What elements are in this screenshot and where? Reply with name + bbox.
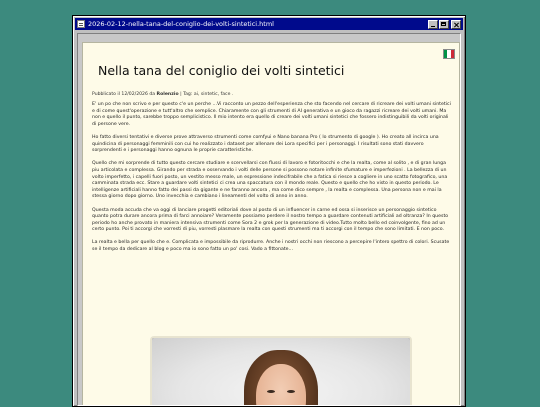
post-content: [92, 102, 454, 260]
post-title: Nella tana del coniglio dei volti sintetici: [98, 63, 345, 78]
post-meta: [92, 92, 233, 97]
close-button[interactable]: [451, 20, 461, 29]
window-title: 2026-02-12-nella-tana-del-coniglio-dei-volti-sintetici.html: [88, 20, 274, 28]
blog-page: [82, 42, 460, 406]
portrait-image: [152, 338, 410, 406]
paragraph: E' un po che non scrivo e per questo c'e un perche ...Vi racconto un pezzo dell'esperienza che sto facendo nel cercare di ricreare dei volti umani sintetici e di come quest'operazione e tutt'altro che semplice. Chiaramente con gli strumenti di AI generativa e un gioco da ragazzi ricreare dei volti umani. Ma non e quello il punto, sarebbe troppo semplicistico. Il mio intento era quello di creare dei volti umani sintetici che fossero indistinguibili da volti originali di persone vere.: [92, 102, 451, 127]
paragraph: Questa moda accuda che va oggi di lanciare progetti editoriali dove al posto di un influencer in carne ed ossa si inserisce un personaggio sintetico quanto potra durare ancora prima di farci annoiare? Veramente possiamo perdere il nostro tempo a guardare contenuti artificiali ad oltranza? In questo periodo ho anche provato in maniera intensiva strumenti come Sora 2 e grok per la generazione di video.Tutto molto bello ed coinvolgente, fino ad un certo punto. Poi ti accorgi che vorresti di piu, vorresti plasmare la realta con questi strumenti ma ti accorgi con il tempo che sono limitati. E non poco.: [92, 207, 449, 233]
portrait-eye-left: [267, 390, 275, 393]
browser-window: [72, 15, 466, 407]
maximize-button[interactable]: [439, 20, 449, 29]
paragraph: Quello che mi sorprende di tutto questo cercare studiare e scervellarsi con flussi di lavoro e fotoritocchi e che la realta, come al solito , e di gran lunga piu articolata e complessa. Girando per strada e osservando i volti delle persone si possono notare infinite sfumature e imperfezioni . La bellezza di un volto imperfetto, i capelli fuori posto, un vestito messo male, un espressione indecifrabile che a fatica si riesce a cogliere in uno scatto fotografico, una camminata strada ecc. Stare a guardare volti sintetici ci crea una spaccatura con il mondo reale. Questo e quello che ho visto in questo periodo. Le intelligenze artificiali hanno fatto dei passi da gigante e ne faranno ancora , ma come dico sempre , la realta e complessa. Una persona non e mai la stessa giorno dopo giorno. Uno invecchia e cambiano i lineamenti del volto di anno in anno.: [92, 161, 448, 200]
author-link[interactable]: Rolenzio: [156, 92, 179, 97]
document-icon: [77, 20, 85, 28]
minimize-button[interactable]: [428, 20, 438, 29]
meta-tags: | Tag: ai, sintetic, face .: [178, 92, 234, 97]
title-bar[interactable]: [75, 18, 463, 30]
paragraph: Ho fatto diversi tentativi e diverse prove attraverso strumenti come comfyui e Nano banana Pro ( lo strumento di google ). Ho creato all incirca una quindicina di personaggi femminili con cui ho realizzato i dataset per allenare dei Lora specifici per i personaggi. I risultati sono stati davvero sorprendenti e i personaggi hanno ognuna le proprie caratteristiche.: [92, 134, 439, 154]
portrait-eye-right: [287, 390, 295, 393]
italian-flag-icon[interactable]: [443, 49, 455, 59]
page-viewport[interactable]: [77, 33, 461, 406]
paragraph: La realta e bella per quello che e. Complicata e impossibile da riprodurre. Anche i nostri occhi non riescono a percepire l'intero spettro di colori. Scusate se il tempo da dedicare al blog e poco ma io sono fatto un po' cosi. Vado a fittonate...: [92, 240, 450, 253]
meta-prefix: Pubblicato il 12/02/2026 da: [92, 92, 157, 97]
